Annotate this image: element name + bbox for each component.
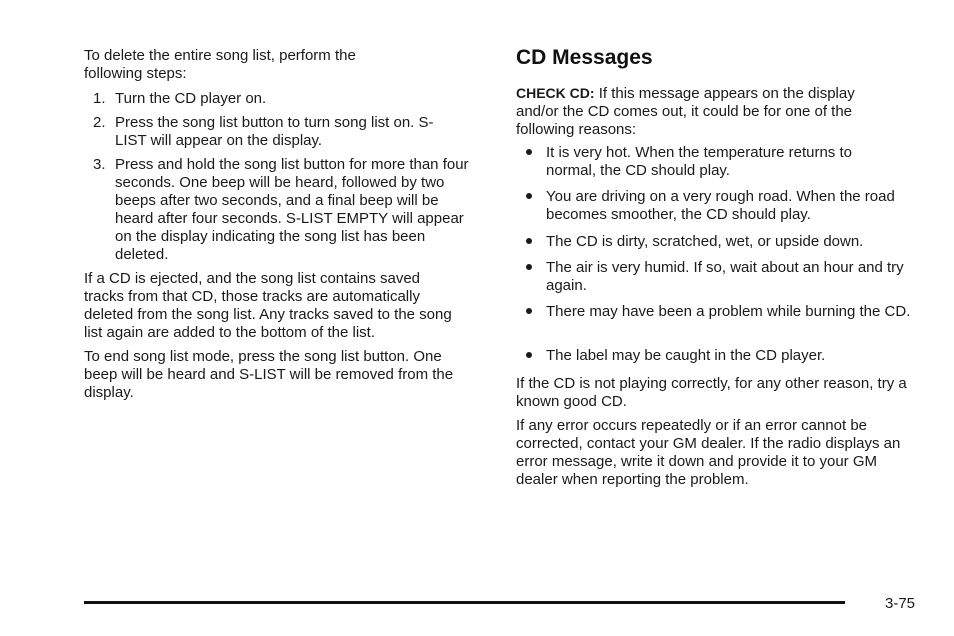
step-item — [84, 90, 479, 108]
step-item — [84, 114, 445, 150]
section-heading: CD Messages — [516, 46, 653, 69]
check-cd-paragraph — [516, 84, 896, 139]
step-number: 1. — [93, 90, 106, 107]
step-text: Press and hold the song list button for more than four seconds. One beep will be heard, followed by two beeps after two seconds, and a final beep will be heard after four seconds. S-LIST EMPTY will appear on the display indicating the song list has been deleted. — [115, 156, 469, 263]
bullet-dot — [526, 238, 532, 244]
bullet-text: The CD is dirty, scratched, wet, or upside down. — [546, 233, 864, 250]
bullet-text: You are driving on a very rough road. When the road becomes smoother, the CD should play. — [546, 188, 895, 223]
end-mode-paragraph: To end song list mode, press the song list button. One beep will be heard and S-LIST will be removed from the display. — [84, 348, 454, 401]
bullet-text: It is very hot. When the temperature returns to normal, the CD should play. — [546, 144, 852, 179]
bullet-item — [516, 303, 916, 321]
check-cd-label: CHECK CD: — [516, 85, 595, 101]
step-text: Press the song list button to turn song list on. S-LIST will appear on the display. — [115, 114, 434, 149]
step-number: 2. — [93, 114, 106, 131]
bullet-dot — [526, 149, 532, 155]
intro-paragraph: To delete the entire song list, perform the following steps: — [84, 47, 356, 82]
bullet-item — [516, 347, 916, 365]
bullet-item — [516, 144, 886, 180]
bullet-item — [516, 233, 926, 251]
bullet-dot — [526, 352, 532, 358]
footer-rule — [84, 601, 845, 604]
bullet-dot — [526, 193, 532, 199]
step-text: Turn the CD player on. — [115, 90, 267, 107]
bullet-item — [516, 259, 916, 295]
bullet-item — [516, 188, 896, 224]
error-paragraph: If any error occurs repeatedly or if an error cannot be corrected, contact your GM dealer. If the radio displays an error message, write it down and provide it to your GM dealer when reporting the problem. — [516, 417, 901, 488]
bullet-text: There may have been a problem while burning the CD. — [546, 303, 911, 320]
bullet-text: The label may be caught in the CD player. — [546, 347, 826, 364]
check-cd-text: If this message appears on the display and/or the CD comes out, it could be for one of the following reasons: — [516, 85, 855, 138]
bullet-dot — [526, 308, 532, 314]
not-playing-paragraph: If the CD is not playing correctly, for any other reason, try a known good CD. — [516, 375, 907, 410]
step-item — [84, 156, 479, 264]
bullet-text: The air is very humid. If so, wait about an hour and try again. — [546, 259, 904, 294]
ejected-paragraph: If a CD is ejected, and the song list contains saved tracks from that CD, those tracks are automatically deleted from the song list. Any tracks saved to the song list again are added to the bottom of the list. — [84, 270, 452, 341]
step-number: 3. — [93, 156, 106, 173]
page-number: 3-75 — [885, 595, 916, 612]
bullet-dot — [526, 264, 532, 270]
